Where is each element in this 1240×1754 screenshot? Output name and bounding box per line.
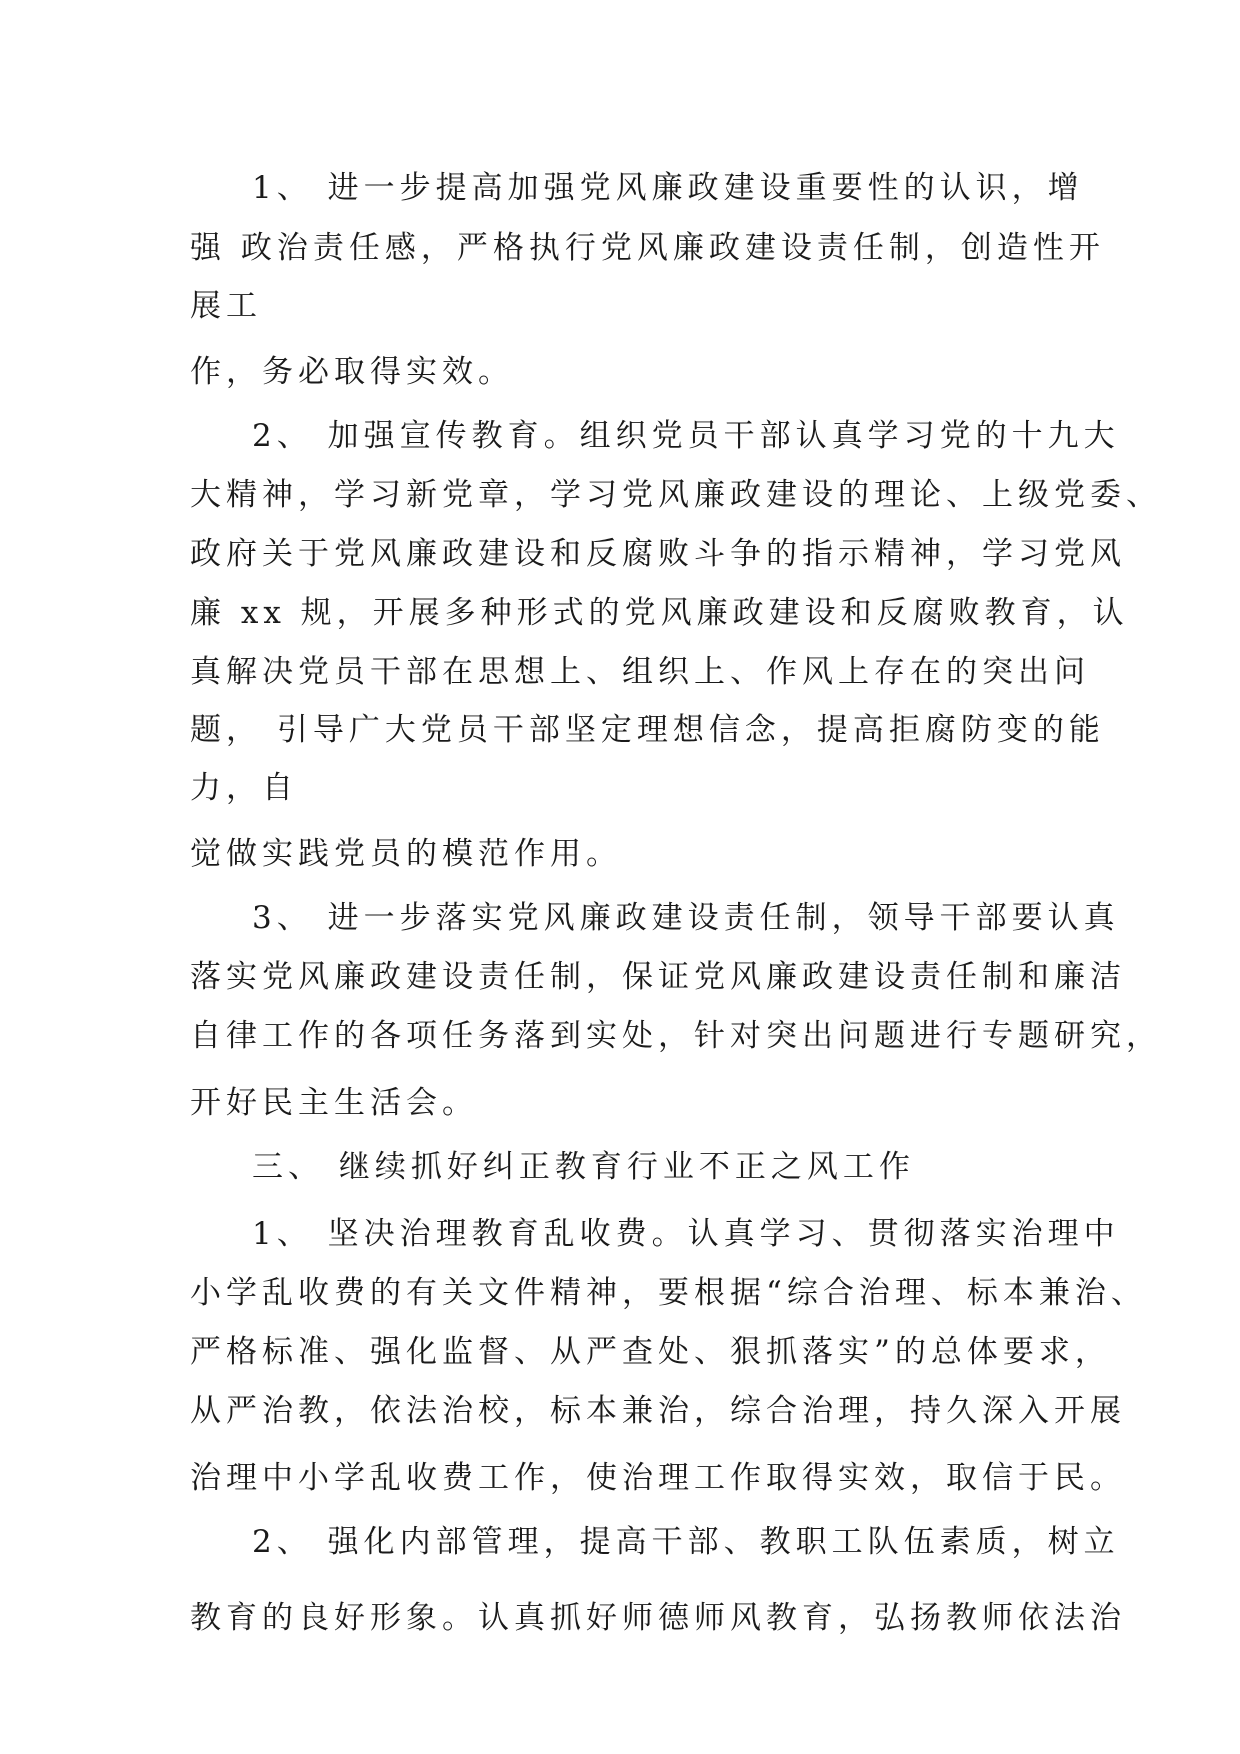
para-2-line-8: 觉做实践党员的模范作用。	[190, 836, 622, 872]
para-2-line-3: 政府关于党风廉政建设和反腐败斗争的指示精神，学习党风	[190, 536, 1126, 572]
para-5-line-2: 教育的良好形象。认真抓好师德师风教育，弘扬教师依法治	[190, 1600, 1126, 1636]
para-4-line-4: 从严治教，依法治校，标本兼治，综合治理，持久深入开展	[190, 1393, 1126, 1429]
section-three-heading: 三、 继续抓好纠正教育行业不正之风工作	[252, 1149, 915, 1185]
para-1-line-1: 1、 进一步提高加强党风廉政建设重要性的认识，增	[252, 170, 1084, 206]
para-3-line-2: 落实党风廉政建设责任制，保证党风廉政建设责任制和廉洁	[190, 959, 1126, 995]
para-4-line-1: 1、 坚决治理教育乱收费。认真学习、贯彻落实治理中	[252, 1216, 1120, 1252]
para-2-line-5: 真解决党员干部在思想上、组织上、作风上存在的突出问	[190, 654, 1090, 690]
para-2-line-1: 2、 加强宣传教育。组织党员干部认真学习党的十九大	[252, 418, 1120, 454]
para-2-line-6: 题， 引导广大党员干部坚定理想信念，提高拒腐防变的能	[190, 712, 1105, 748]
para-2-line-2: 大精神，学习新党章，学习党风廉政建设的理论、上级党委、	[190, 477, 1162, 513]
para-4-line-2: 小学乱收费的有关文件精神，要根据“综合治理、标本兼治、	[190, 1275, 1147, 1311]
para-2-line-4: 廉 xx 规，开展多种形式的党风廉政建设和反腐败教育，认	[190, 595, 1129, 631]
para-1-line-4: 作，务必取得实效。	[190, 354, 514, 390]
para-3-line-4: 开好民主生活会。	[190, 1085, 478, 1121]
para-4-line-3: 严格标准、强化监督、从严查处、狠抓落实”的总体要求，	[190, 1334, 1111, 1370]
para-4-line-5: 治理中小学乱收费工作，使治理工作取得实效，取信于民。	[190, 1460, 1126, 1496]
para-1-line-3: 展工	[190, 288, 262, 324]
para-1-line-2: 强 政治责任感，严格执行党风廉政建设责任制，创造性开	[190, 230, 1105, 266]
para-3-line-1: 3、 进一步落实党风廉政建设责任制，领导干部要认真	[252, 900, 1120, 936]
para-5-line-1: 2、 强化内部管理，提高干部、教职工队伍素质，树立	[252, 1524, 1120, 1560]
para-3-line-3: 自律工作的各项任务落到实处，针对突出问题进行专题研究，	[190, 1018, 1162, 1054]
para-2-line-7: 力，自	[190, 770, 298, 806]
